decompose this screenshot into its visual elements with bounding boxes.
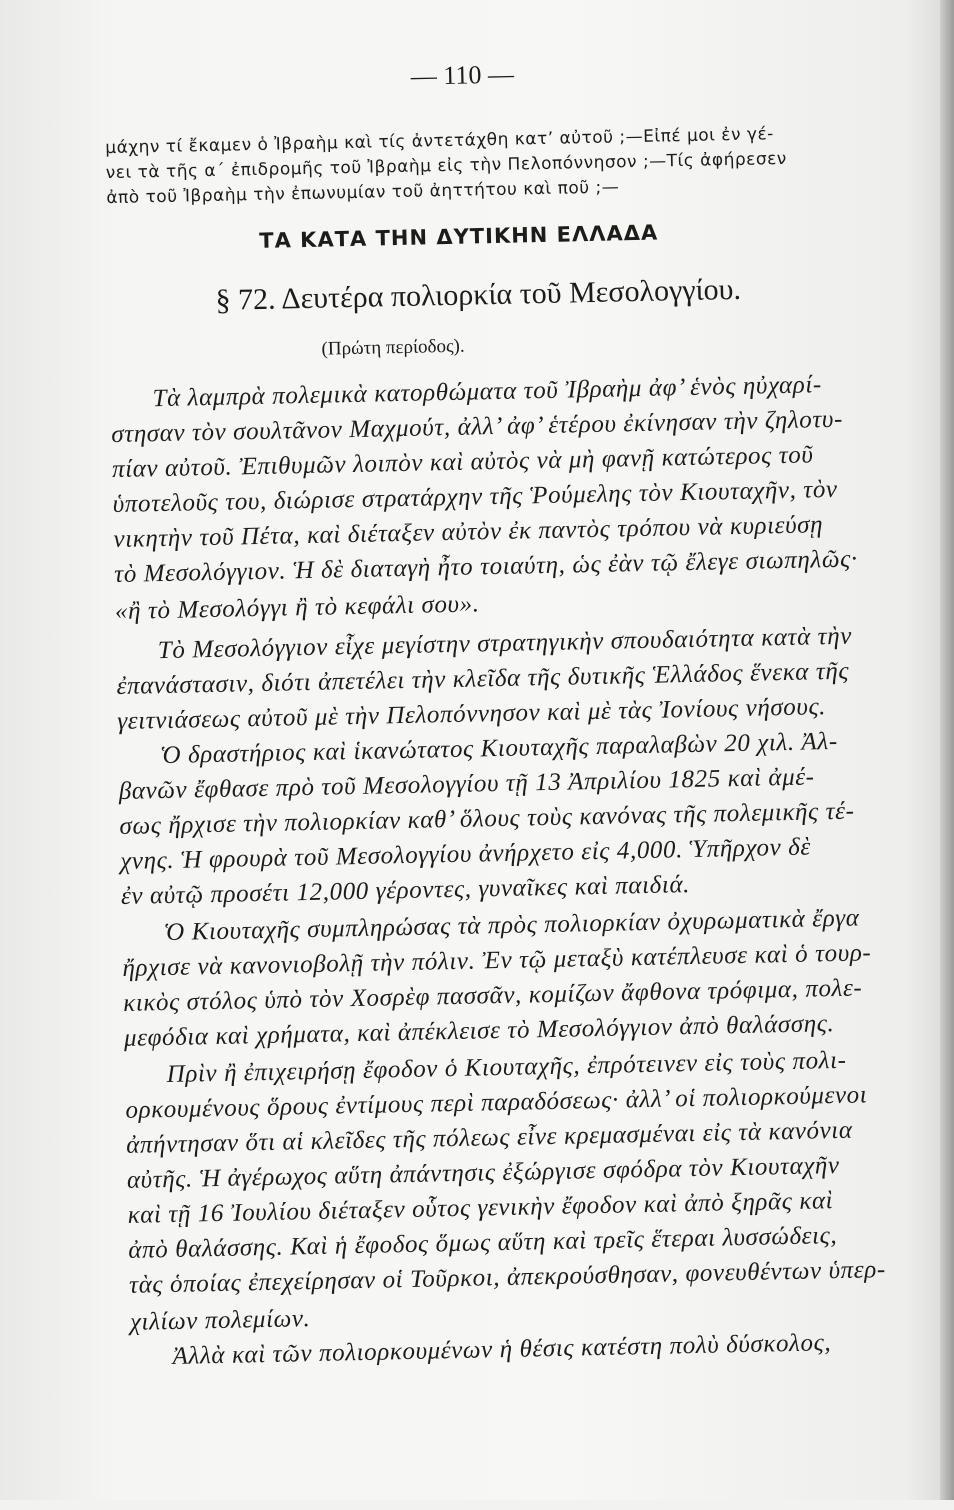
body-line: Ὁ Κιουταχῆς συμπληρώσας τὰ πρὸς πολιορκίαν ὀχυρωματικὰ ἔργα (163, 904, 860, 947)
body-line: ἀπὸ θαλάσσης. Καὶ ἡ ἔφοδος ὅμως αὕτη καὶ τρεῖς ἕτεραι λυσσώδεις, (128, 1222, 838, 1264)
body-line: καὶ τῇ 16 Ἰουλίου διέταξεν οὗτος γενικὴν ἔφοδον καὶ ἀπὸ ξηρᾶς καὶ (127, 1187, 834, 1229)
body-line: τὸ Μεσολόγγιον. Ἡ δὲ διαταγὴ ἦτο τοιαύτη, ὡς ἐὰν τῷ ἔλεγε σιωπηλῶς· (113, 545, 858, 589)
page-number: — 110 — (410, 59, 515, 91)
body-line: Ὁ δραστήριος καὶ ἱκανώτατος Κιουταχῆς παραλαβὼν 20 χιλ. Ἀλ- (159, 727, 839, 770)
body-line: Ἀλλὰ καὶ τῶν πολιορκουμένων ἡ θέσις κατέστη πολὺ δύσκολος, (172, 1329, 832, 1370)
body-line: σως ἤρχισε τὴν πολιορκίαν καθ’ ὅλους τοὺς κανόνας τῆς πολεμικῆς τέ- (119, 797, 855, 840)
body-line: Πρὶν ἢ ἐπιχειρήσῃ ἔφοδον ὁ Κιουταχῆς, ἐπρότεινεν εἰς τοὺς πολι- (166, 1046, 847, 1089)
body-line: Τὸ Μεσολόγγιον εἶχε μεγίστην στρατηγικὴν σπουδαιότητα κατὰ τὴν (157, 622, 853, 665)
body-line: ορκουμένους ὅρους ἐντίμους περὶ παραδόσεως· ἀλλ’ οἱ πολιορκούμενοι (125, 1081, 868, 1124)
body-line: βανῶν ἔφθασε πρὸ τοῦ Μεσολογγίου τῇ 13 Ἀπριλίου 1825 καὶ ἀμέ- (118, 763, 815, 805)
review-question-line: ἀπὸ τοῦ Ἰβραὴμ τὴν ἐπωνυμίαν τοῦ ἀηττήτου καὶ ποῦ ;— (106, 177, 620, 209)
section-title: § 72. Δευτέρα πολιορκία τοῦ Μεσολογγίου. (215, 272, 742, 317)
chapter-heading: ΤΑ ΚΑΤΑ ΤΗΝ ΔΥΤΙΚΗΝ ΕΛΛΑΔΑ (259, 220, 659, 253)
body-line: ἤρχισε νὰ κανονιοβολῇ τὴν πόλιν. Ἐν τῷ μεταξὺ κατέπλευσε καὶ ὁ τουρ- (122, 939, 872, 982)
body-line: κικὸς στόλος ὑπὸ τὸν Χοσρὲφ πασσᾶν, κομίζων ἄφθονα τρόφιμα, πολε- (122, 974, 863, 1017)
body-line: ἀπήντησαν ὅτι αἱ κλεῖδες τῆς πόλεως εἶνε κρεμασμέναι εἰς τὰ κανόνια (125, 1116, 853, 1159)
body-line: αὐτῆς. Ἡ ἀγέρωχος αὕτη ἀπάντησις ἐξώργισε σφόδρα τὸν Κιουταχῆν (126, 1151, 840, 1194)
body-line: χνης. Ἡ φρουρὰ τοῦ Μεσολογγίου ἀνήρχετο εἰς 4,000. Ὑπῆρχον δὲ (119, 833, 812, 875)
body-line: πίαν αὐτοῦ. Ἐπιθυμῶν λοιπὸν καὶ αὐτὸς νὰ μὴ φανῇ κατώτερος τοῦ (111, 441, 814, 484)
body-line: Τὰ λαμπρὰ πολεμικὰ κατορθώματα τοῦ Ἰβραὴμ ἀφ’ ἑνὸς ηὐχαρί- (152, 371, 823, 413)
body-line: «ἢ τὸ Μεσολόγγι ἢ τὸ κεφάλι σου». (114, 590, 480, 626)
body-line: νικητὴν τοῦ Πέτα, καὶ διέταξεν αὐτὸν ἐκ παντὸς τρόπου νὰ κυριεύσῃ (113, 511, 824, 554)
section-subtitle: (Πρώτη περίοδος). (321, 335, 465, 360)
review-question-line: μάχην τί ἔκαμεν ὁ Ἰβραὴμ καὶ τίς ἀντετάχθη κατ’ αὐτοῦ ;—Εἰπέ μοι ἐν γέ- (105, 124, 775, 159)
body-line: τὰς ὁποίας ἐπεχείρησαν οἱ Τοῦρκοι, ἀπεκρούσθησαν, φονευθέντων ὑπερ- (128, 1256, 887, 1299)
body-line: στησαν τὸν σουλτᾶνον Μαχμούτ, ἀλλ’ ἀφ’ ἑτέρου ἐκίνησαν τὴν ζηλοτυ- (111, 405, 844, 449)
body-line: ἐπανάστασιν, διότι ἀπετέλει τὴν κλεῖδα τῆς δυτικῆς Ἑλλάδος ἕνεκα τῆς (116, 657, 850, 701)
body-line: ὑποτελοῦς του, διώρισε στρατάρχην τῆς Ῥούμελης τὸν Κιουταχῆν, τὸν (112, 475, 838, 519)
body-line: ἐν αὐτῷ προσέτι 12,000 γέροντες, γυναῖκες καὶ παιδιά. (120, 871, 691, 910)
body-line: μεφόδια καὶ χρήματα, καὶ ἀπέκλεισε τὸ Μεσολόγγιον ἀπὸ θαλάσσης. (123, 1010, 835, 1052)
body-line: γειτνιάσεως αὐτοῦ μὲ τὴν Πελοπόννησον καὶ μὲ τὰς Ἰονίους νήσους. (117, 693, 827, 736)
review-question-line: νει τὰ τῆς α΄ ἐπιδρομῆς τοῦ Ἰβραὴμ εἰς τὴν Πελοπόννησον ;—Τίς ἀφήρεσεν (105, 148, 788, 184)
body-line: χιλίων πολεμίων. (129, 1305, 311, 1336)
